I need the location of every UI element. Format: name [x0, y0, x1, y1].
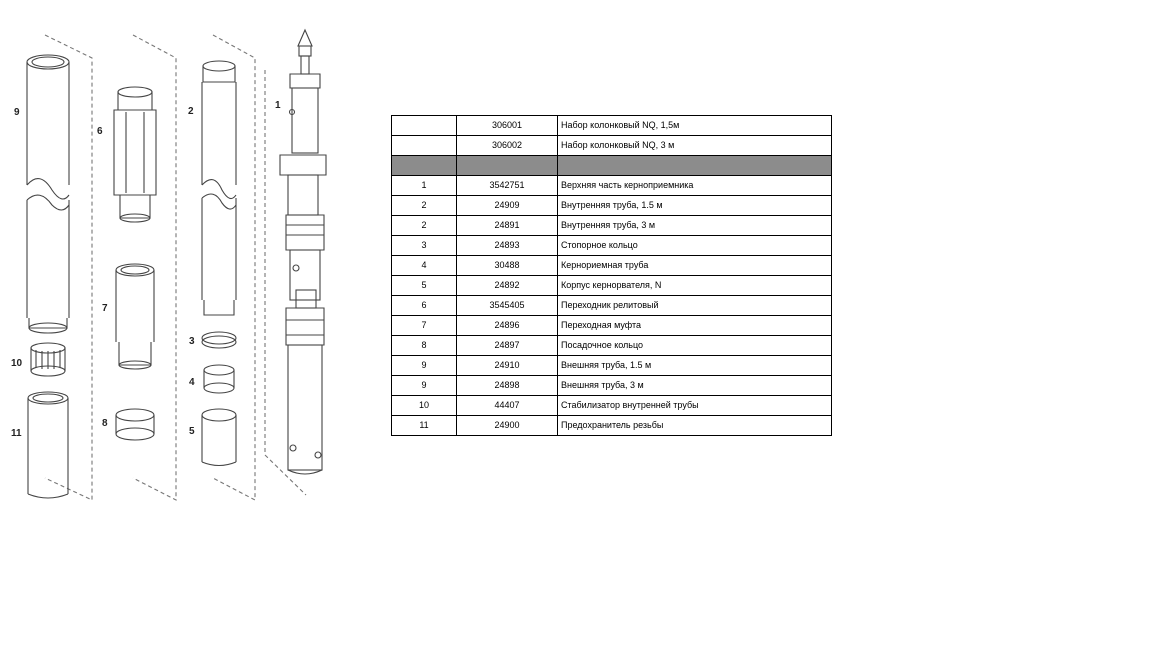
core-lifter-part — [204, 365, 234, 393]
position-cell — [392, 116, 457, 136]
callout-4: 4 — [189, 377, 195, 388]
description-cell: Переходная муфта — [558, 316, 832, 336]
description-cell: Посадочное кольцо — [558, 336, 832, 356]
stabilizer-part — [31, 343, 65, 376]
part-number-cell: 24898 — [457, 376, 558, 396]
callout-10: 10 — [11, 358, 23, 369]
part-number-cell: 44407 — [457, 396, 558, 416]
callout-5: 5 — [189, 426, 195, 437]
position-cell: 9 — [392, 376, 457, 396]
position-cell: 1 — [392, 176, 457, 196]
table-row — [392, 336, 832, 356]
description-cell: Внешняя труба, 3 м — [558, 376, 832, 396]
table-row — [392, 196, 832, 216]
separator-cell — [457, 156, 558, 176]
position-cell: 9 — [392, 356, 457, 376]
inner-tube-part — [202, 61, 236, 315]
position-cell: 10 — [392, 396, 457, 416]
callout-1: 1 — [275, 100, 281, 111]
part-number-cell: 24892 — [457, 276, 558, 296]
table-row — [392, 276, 832, 296]
position-cell: 6 — [392, 296, 457, 316]
parts-table — [391, 115, 832, 436]
callout-7: 7 — [102, 303, 108, 314]
position-cell: 5 — [392, 276, 457, 296]
exploded-parts-diagram — [0, 0, 380, 520]
part-number-cell: 24893 — [457, 236, 558, 256]
part-number-cell: 24891 — [457, 216, 558, 236]
description-cell: Внутренняя труба, 3 м — [558, 216, 832, 236]
description-cell: Предохранитель резьбы — [558, 416, 832, 436]
part-number-cell: 30488 — [457, 256, 558, 276]
position-cell: 3 — [392, 236, 457, 256]
position-cell: 11 — [392, 416, 457, 436]
outer-tube-part — [27, 55, 69, 333]
callout-8: 8 — [102, 418, 108, 429]
table-row — [392, 116, 832, 136]
table-row — [392, 356, 832, 376]
table-row — [392, 316, 832, 336]
table-row — [392, 136, 832, 156]
stop-ring-part — [202, 332, 236, 348]
callout-9: 9 — [14, 107, 20, 118]
landing-ring-part — [116, 409, 154, 440]
table-row — [392, 376, 832, 396]
part-number-cell: 306002 — [457, 136, 558, 156]
callout-6: 6 — [97, 126, 103, 137]
part-number-cell: 24897 — [457, 336, 558, 356]
part-number-cell: 306001 — [457, 116, 558, 136]
callout-2: 2 — [188, 106, 194, 117]
description-cell: Кернориемная труба — [558, 256, 832, 276]
reaming-adapter-part — [114, 87, 156, 222]
table-row — [392, 416, 832, 436]
separator-cell — [558, 156, 832, 176]
description-cell: Переходник релитовый — [558, 296, 832, 316]
part-number-cell: 24896 — [457, 316, 558, 336]
adapter-coupling-part — [116, 264, 154, 369]
description-cell: Стабилизатор внутренней трубы — [558, 396, 832, 416]
position-cell — [392, 136, 457, 156]
part-number-cell: 3545405 — [457, 296, 558, 316]
description-cell: Внешняя труба, 1.5 м — [558, 356, 832, 376]
position-cell: 2 — [392, 196, 457, 216]
table-row — [392, 176, 832, 196]
table-row — [392, 236, 832, 256]
part-number-cell: 24909 — [457, 196, 558, 216]
table-row — [392, 216, 832, 236]
table-row — [392, 296, 832, 316]
table-separator-row — [392, 156, 832, 176]
thread-protector-part — [28, 392, 68, 498]
parts-table-body — [392, 116, 832, 436]
description-cell: Верхняя часть керноприемника — [558, 176, 832, 196]
description-cell: Внутренняя труба, 1.5 м — [558, 196, 832, 216]
callout-3: 3 — [189, 336, 195, 347]
callout-11: 11 — [11, 428, 22, 439]
core-lifter-case-part — [202, 409, 236, 466]
head-assembly-part — [280, 30, 326, 474]
position-cell: 8 — [392, 336, 457, 356]
description-cell: Стопорное кольцо — [558, 236, 832, 256]
separator-cell — [392, 156, 457, 176]
description-cell: Корпус кернорвателя, N — [558, 276, 832, 296]
table-row — [392, 256, 832, 276]
description-cell: Набор колонковый NQ, 1,5м — [558, 116, 832, 136]
part-number-cell: 3542751 — [457, 176, 558, 196]
position-cell: 7 — [392, 316, 457, 336]
description-cell: Набор колонковый NQ, 3 м — [558, 136, 832, 156]
part-number-cell: 24910 — [457, 356, 558, 376]
position-cell: 4 — [392, 256, 457, 276]
position-cell: 2 — [392, 216, 457, 236]
table-row — [392, 396, 832, 416]
part-number-cell: 24900 — [457, 416, 558, 436]
